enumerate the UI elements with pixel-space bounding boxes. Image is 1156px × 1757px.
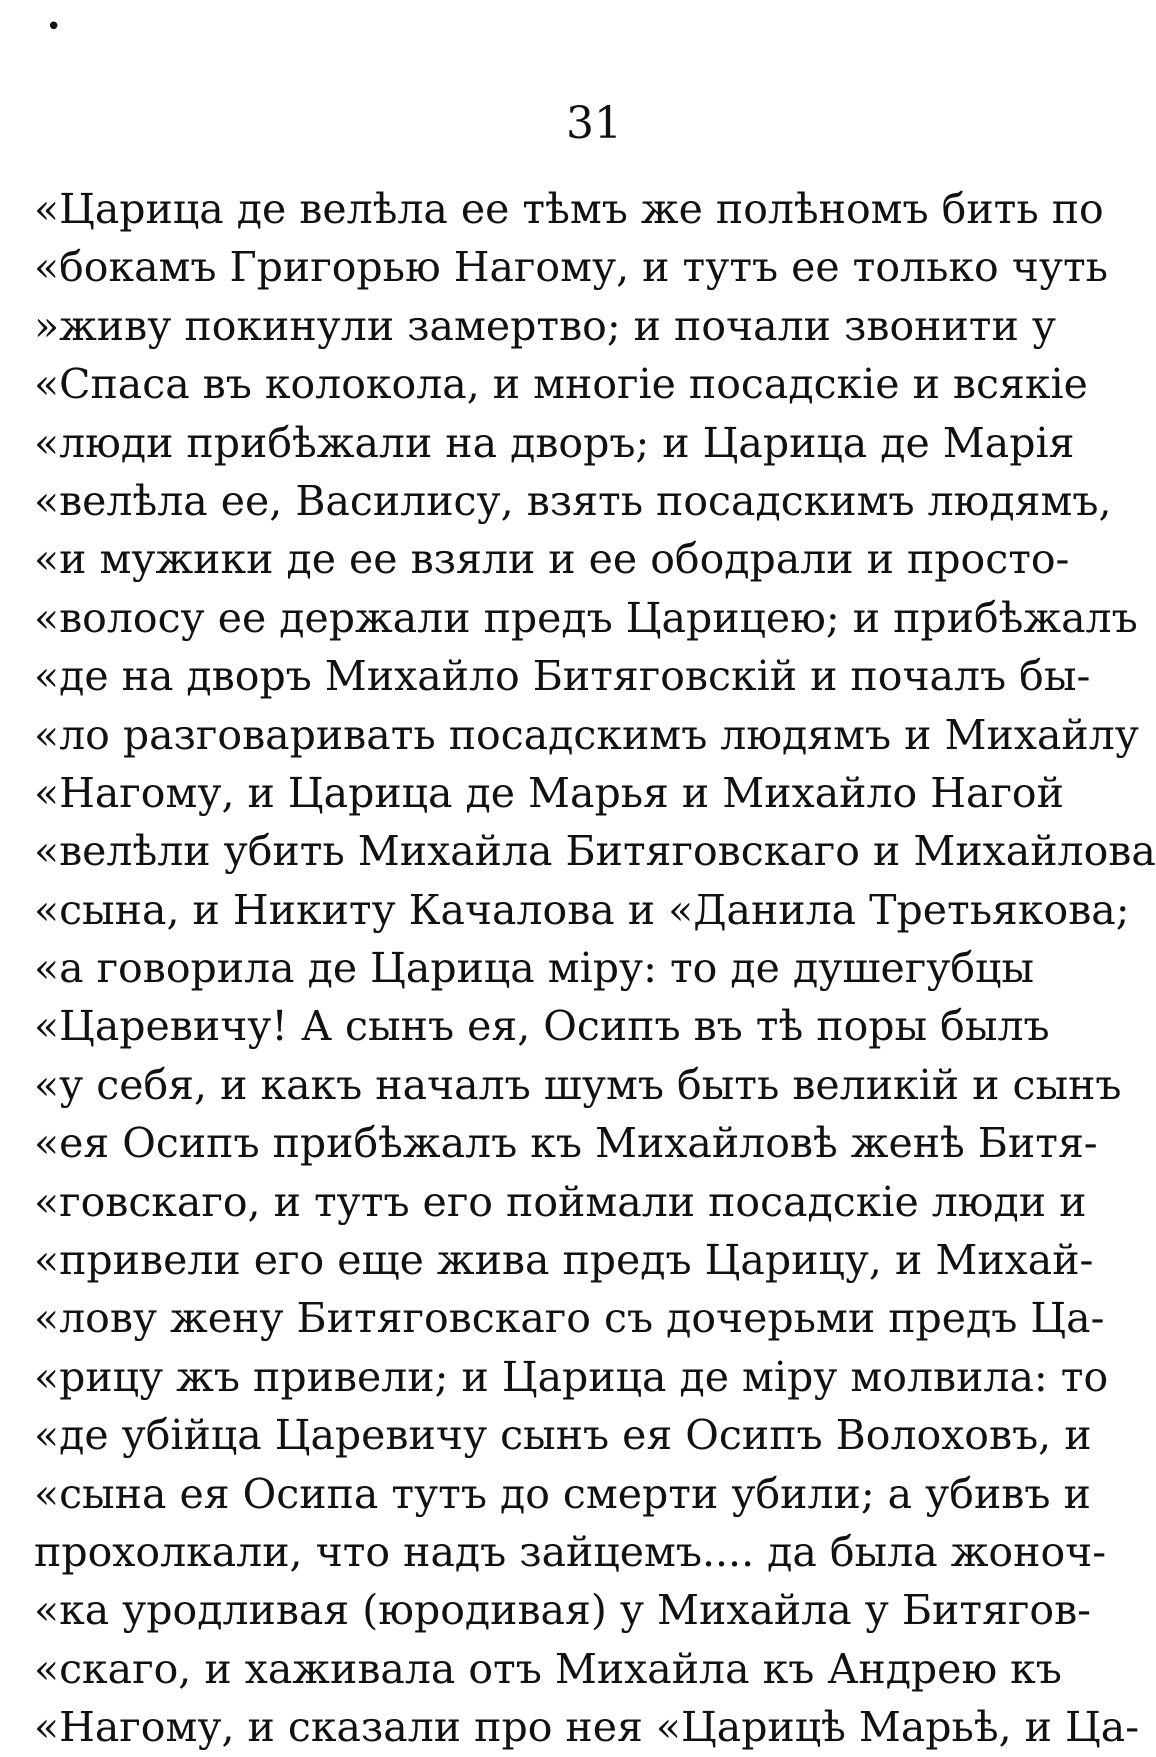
text-line: «волосу ее держали предъ Царицею; и прибѣжалъ [34, 593, 1138, 642]
text-line: «велѣли убить Михайла Битяговскаго и Михайлова [34, 827, 1156, 876]
text-line: «у себя, и какъ началъ шумъ быть великій и сынъ [34, 1060, 1122, 1109]
text-line: «а говорила де Царица міру: то де душегубцы [34, 944, 1034, 993]
text-line: «Нагому, и сказали про нея «Царицѣ Марьѣ, и Ца- [34, 1703, 1140, 1752]
text-line: «ея Осипъ прибѣжалъ къ Михайловѣ женѣ Битя- [34, 1119, 1098, 1168]
text-line: прохолкали, что надъ зайцемъ.... да была жоноч- [34, 1527, 1107, 1576]
text-line: «де на дворъ Михайло Битяговскій и почалъ бы- [34, 652, 1091, 701]
text-line: «сына, и Никиту Качалова и «Данила Третьякова; [34, 885, 1130, 934]
text-line: «бокамъ Григорью Нагому, и тутъ ее только чуть [34, 243, 1108, 292]
text-line: «лову жену Битяговскаго съ дочерьми предъ Ца- [34, 1294, 1105, 1343]
body-text [34, 180, 1156, 1757]
text-line: «скаго, и хаживала отъ Михайла къ Андрею къ [34, 1644, 1062, 1693]
text-line: «люди прибѣжали на дворъ; и Царица де Марія [34, 418, 1075, 467]
text-line: »живу покинули замертво; и почали звонити у [34, 301, 1056, 350]
text-line: «привели его еще жива предъ Царицу, и Михай- [34, 1236, 1094, 1285]
text-line: «ка уродливая (юродивая) у Михайла у Битягов- [34, 1586, 1092, 1635]
text-line: «Царевичу! А сынъ ея, Осипъ въ тѣ поры былъ [34, 1002, 1050, 1051]
text-line: «сына ея Осипа тутъ до смерти убили; а убивъ и [34, 1469, 1091, 1518]
text-line: «рицу жъ привели; и Царица де міру молвила: то [34, 1352, 1109, 1401]
text-line: «ло разговаривать посадскимъ людямъ и Михайлу [34, 710, 1139, 759]
page-number: 31 [566, 98, 622, 149]
text-line: «Царица де велѣла ее тѣмъ же полѣномъ бить по [34, 185, 1104, 233]
text-line: «Спаса въ колокола, и многіе посадскіе и всякіе [34, 360, 1088, 409]
text-line: «велѣла ее, Василису, взять посадскимъ людямъ, [34, 476, 1112, 525]
text-line: «Нагому, и Царица де Марья и Михайло Нагой [34, 768, 1064, 817]
text-line: «говскаго, и тутъ его поймали посадскіе люди и [34, 1177, 1087, 1226]
text-line: «де убійца Царевичу сынъ ея Осипъ Волоховъ, и [34, 1411, 1092, 1460]
stray-mark: • [46, 12, 62, 42]
text-line: «и мужики де ее взяли и ее ободрали и просто- [34, 535, 1070, 584]
